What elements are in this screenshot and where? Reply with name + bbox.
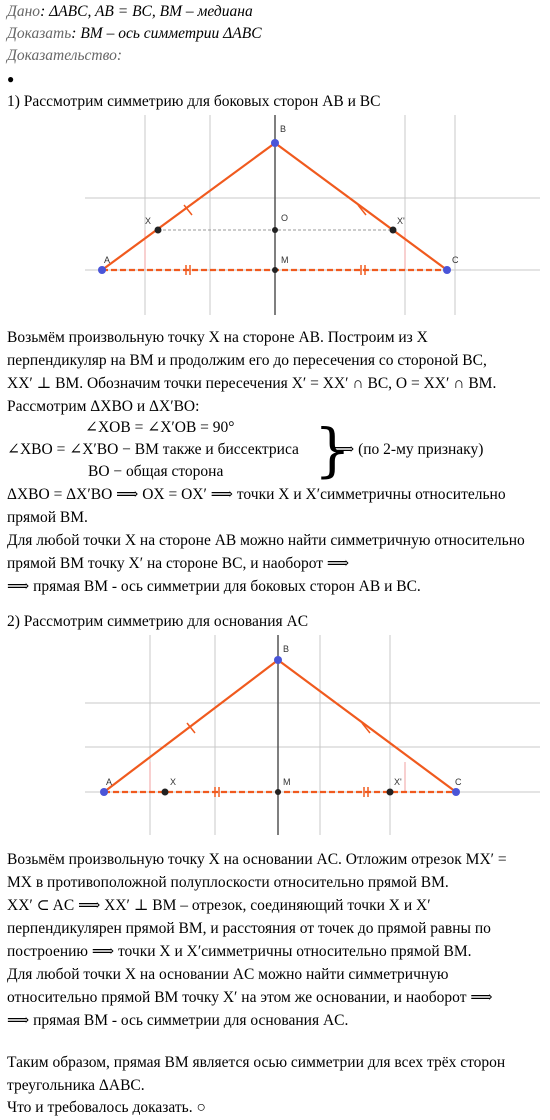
part2-line-1: Возьмём произвольную точку X на основании AC. Отложим отрезок MX′ = (7, 851, 507, 868)
part1-line-1: Возьмём произвольную точку X на стороне AB. Построим из X (7, 329, 428, 346)
proof-label: Доказательство: (7, 47, 123, 64)
label-a-2: A (106, 777, 113, 787)
label-c-2: C (455, 777, 462, 787)
prove-line (7, 24, 262, 44)
given-line (7, 2, 253, 22)
label-o: O (281, 213, 289, 223)
given-text: : ΔABC, AB = BC, BM – медиана (40, 3, 253, 20)
part2-line-4: перпендикулярен прямой BM, и расстояния от точек до прямой равны по (7, 920, 491, 937)
system-row-2 (7, 440, 299, 460)
label-m-2: M (283, 777, 291, 787)
part1-line-4: Рассмотрим ΔXBO и ΔX′BO: (7, 398, 200, 415)
label-x-2: X (170, 777, 177, 787)
point-b (271, 139, 279, 147)
part1-heading: 1) Рассмотрим симметрию для боковых сторон AB и BC (7, 93, 381, 110)
point-x (155, 227, 162, 234)
part1-after-5: ⟹ прямая BM - ось симметрии для боковых сторон AB и BC. (7, 578, 421, 595)
label-xp-2: X' (394, 777, 402, 787)
part2-line-8: ⟹ прямая BM - ось симметрии для основания AC. (7, 1012, 349, 1029)
prove-text: : BM – ось симметрии ΔABC (71, 25, 262, 42)
diagram-1 (0, 115, 550, 315)
part2-line-2: MX в противоположной полуплоскости относительно прямой BM. (7, 874, 449, 891)
point-o (272, 227, 278, 233)
part1-after-4: прямой BM точку X′ на стороне BC, и наоборот ⟹ (7, 555, 350, 572)
point-m (272, 267, 278, 273)
label-b: B (280, 124, 287, 134)
system-brace: } (314, 416, 351, 484)
label-m: M (281, 255, 289, 265)
diagram-1-grid (85, 115, 540, 315)
part1-after-3: Для любой точки X на стороне AB можно найти симметричную относительно (7, 532, 525, 549)
part2-line-3: XX′ ⊂ AC ⟹ XX′ ⊥ BM – отрезок, соединяющий точки X и X′ (7, 897, 431, 914)
system-row-1: ∠XOB = ∠X′OB = 90° (85, 419, 235, 436)
given-label: Дано (7, 3, 41, 20)
part1-after-1: ΔXBO = ΔX′BO ⟹ OX = OX′ ⟹ точки X и X′симметричны относительно (7, 486, 506, 503)
point-x-2 (162, 789, 169, 796)
label-b-2: B (283, 644, 290, 654)
point-c-2 (452, 788, 460, 796)
conclusion-line-2: треугольника ΔABC. (7, 1077, 145, 1094)
bullet: ● (7, 72, 15, 86)
points-2 (100, 656, 460, 796)
point-c (443, 266, 451, 274)
label-x: X (145, 216, 152, 226)
point-xp-2 (387, 789, 394, 796)
part1-line-3: XX′ ⊥ BM. Обозначим точки пересечения X′ = XX′ ∩ BC, O = XX′ ∩ BM. (7, 375, 497, 392)
point-m-2 (275, 789, 281, 795)
point-b-2 (274, 656, 282, 664)
system-row-2-left: ∠XBO = ∠X′BO − BM (7, 441, 159, 458)
part2-line-5: построению ⟹ точки X и X′симметричны относительно прямой BM. (7, 943, 472, 960)
label-a: A (104, 255, 111, 265)
conclusion-line-3: Что и требовалось доказать. ○ (7, 1099, 206, 1116)
point-xp (390, 227, 397, 234)
triangle-2 (104, 660, 456, 792)
system-result: ⟹ (по 2-му признаку) (332, 441, 484, 458)
diagram-2-grid (85, 635, 540, 835)
part2-line-7: относительно прямой BM точку X′ на этом же основании, и наоборот ⟹ (7, 989, 493, 1006)
part1-after-2: прямой BM. (7, 509, 88, 526)
part1-line-2: перпендикуляр на BM и продолжим его до пересечения со стороной BC, (7, 352, 487, 369)
system-row-3: BO − общая сторона (88, 463, 224, 480)
point-a (98, 266, 106, 274)
part2-line-6: Для любой точки X на основании AC можно найти симметричную (7, 966, 449, 983)
prove-label: Доказать (7, 25, 72, 42)
part2-heading: 2) Рассмотрим симметрию для основания AC (7, 613, 309, 630)
label-c: C (452, 255, 459, 265)
system-row-2-right: также и биссектриса (162, 441, 299, 458)
point-a-2 (100, 788, 108, 796)
label-xp: X' (397, 216, 405, 226)
conclusion-line-1: Таким образом, прямая BM является осью симметрии для всех трёх сторон (7, 1054, 506, 1071)
diagram-2 (0, 635, 550, 835)
